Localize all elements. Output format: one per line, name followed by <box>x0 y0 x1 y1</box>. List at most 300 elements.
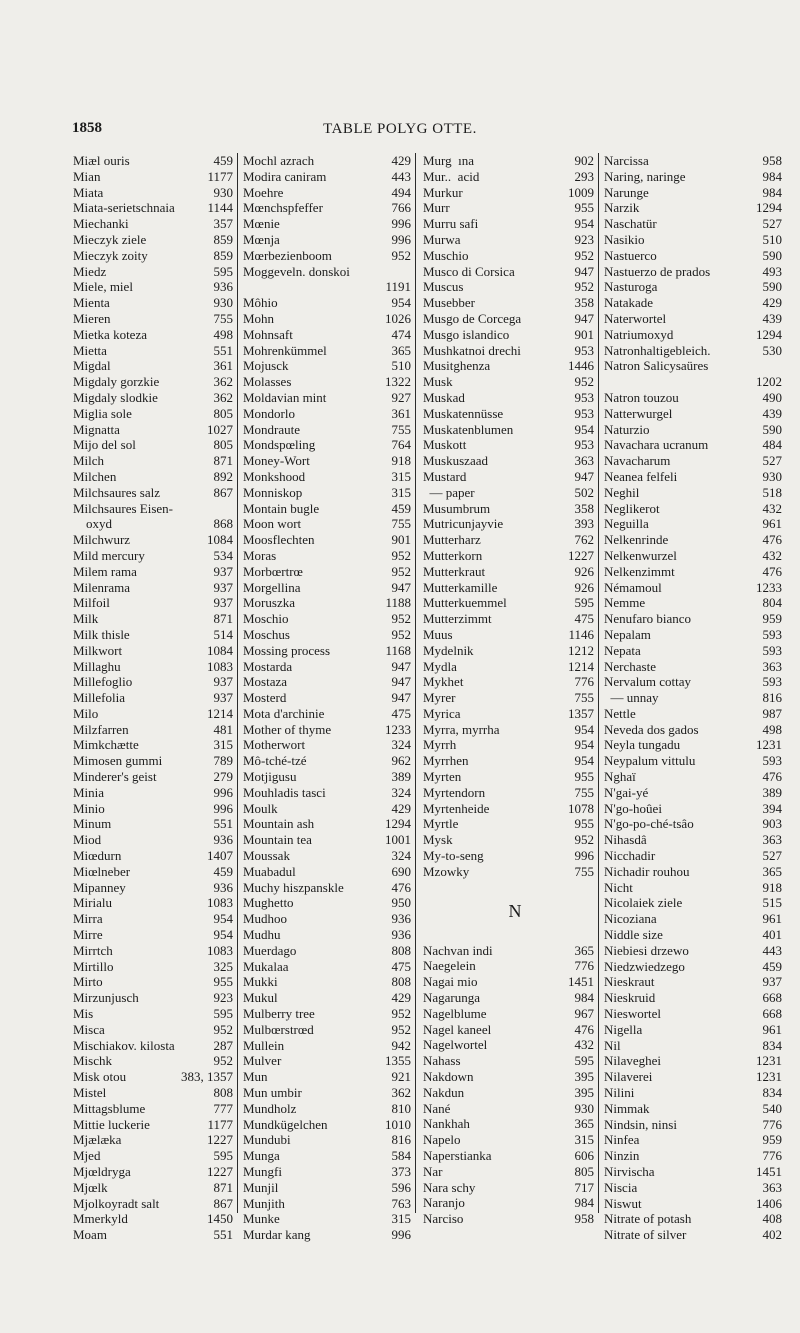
entry-page: 927 <box>391 389 411 405</box>
index-entry <box>420 516 598 532</box>
index-entry <box>601 406 782 422</box>
index-entry <box>240 880 415 896</box>
entry-page: 365 <box>762 863 782 879</box>
entry-page: 498 <box>762 721 782 737</box>
index-entry <box>70 848 237 864</box>
entry-term: Mignatta <box>73 421 120 437</box>
index-entry <box>240 848 415 864</box>
index-entry <box>70 1180 237 1196</box>
index-entry <box>420 1164 598 1180</box>
entry-page: 936 <box>391 927 411 943</box>
index-entry <box>601 816 782 832</box>
index-entry <box>240 169 415 185</box>
entry-term: Mountain tea <box>243 832 312 848</box>
entry-term: Nemme <box>604 595 646 611</box>
entry-page: 1355 <box>385 1053 411 1069</box>
entry-term: Mulbœrstrœd <box>243 1021 314 1037</box>
entry-page: 1227 <box>207 1164 233 1179</box>
index-entry <box>240 453 415 469</box>
index-entry <box>70 1211 237 1227</box>
index-entry <box>240 358 415 374</box>
entry-term: Mun umbir <box>243 1085 302 1101</box>
entry-page: 903 <box>762 816 782 832</box>
entry-term: Milchwurz <box>73 532 131 548</box>
entry-page: 871 <box>213 453 233 469</box>
entry-term: Natron touzou <box>604 389 679 405</box>
entry-term: My-to-seng <box>423 848 484 864</box>
entry-page: 510 <box>391 358 411 374</box>
entry-page: 955 <box>213 974 233 990</box>
entry-page: 776 <box>574 674 594 690</box>
index-entry <box>420 548 598 564</box>
entry-page: 804 <box>762 595 782 611</box>
entry-page: 1231 <box>756 1053 782 1069</box>
index-entry <box>601 880 782 896</box>
entry-page: 996 <box>391 231 411 247</box>
entry-term: Mohrenkümmel <box>243 342 327 358</box>
entry-page: 954 <box>213 911 233 927</box>
entry-term: Muskuszaad <box>423 453 488 469</box>
entry-page: 952 <box>574 247 594 263</box>
entry-page: 324 <box>391 848 411 864</box>
entry-page: 952 <box>391 611 411 627</box>
entry-page: 584 <box>391 1148 411 1164</box>
index-entry <box>601 1022 782 1038</box>
entry-page: 596 <box>391 1179 411 1195</box>
index-entry <box>70 880 237 896</box>
index-entry <box>240 722 415 738</box>
index-entry <box>70 1085 237 1101</box>
index-entry <box>70 1227 237 1243</box>
page-number: 1858 <box>72 120 102 136</box>
entry-term: Milk thisle <box>73 626 130 642</box>
entry-page: 361 <box>391 405 411 421</box>
index-entry <box>420 422 598 438</box>
entry-page: 859 <box>213 231 233 247</box>
index-entry <box>601 737 782 753</box>
entry-term: Moschio <box>243 611 289 627</box>
index-columns <box>70 153 785 1243</box>
entry-term: Ninzin <box>604 1148 640 1164</box>
entry-term: Nelkenrinde <box>604 532 669 548</box>
entry-term: Niddle size <box>604 927 663 943</box>
entry-page: 395 <box>574 1069 594 1085</box>
entry-term: Mun <box>243 1069 268 1085</box>
entry-page: 481 <box>213 721 233 737</box>
entry-page: 1083 <box>207 658 233 674</box>
index-entry <box>420 327 598 343</box>
entry-term: Nicoziana <box>604 911 657 927</box>
entry-page: 1450 <box>207 1211 233 1227</box>
entry-page: 947 <box>391 658 411 674</box>
index-entry <box>240 974 415 990</box>
index-column-1 <box>70 153 238 1243</box>
entry-term: Némamoul <box>604 579 662 595</box>
entry-page: 955 <box>574 769 594 785</box>
index-entry <box>420 706 598 722</box>
index-entry <box>420 753 598 769</box>
entry-page: 1177 <box>207 168 233 184</box>
index-entry <box>70 153 237 169</box>
entry-page: 1227 <box>568 547 594 563</box>
index-entry <box>240 943 415 959</box>
entry-page: 926 <box>574 579 594 595</box>
index-entry <box>601 548 782 564</box>
entry-term: Moulk <box>243 800 278 816</box>
entry-term: Neypalum vittulu <box>604 753 696 769</box>
entry-page: 947 <box>391 579 411 595</box>
entry-term: Napelo <box>423 1132 461 1148</box>
index-entry <box>240 1196 415 1212</box>
entry-term: Milchsaures salz <box>73 484 161 500</box>
entry-page: 755 <box>574 784 594 800</box>
entry-term: Milk <box>73 611 99 627</box>
entry-term: Narcissa <box>604 153 649 168</box>
entry-page: 871 <box>213 1179 233 1195</box>
entry-term: Mondspœling <box>243 437 316 453</box>
index-entry <box>70 422 237 438</box>
entry-page: 1177 <box>207 1116 233 1132</box>
index-entry <box>70 532 237 548</box>
entry-term: Mochl azrach <box>243 153 315 168</box>
entry-page: 1322 <box>385 374 411 390</box>
entry-term: Nigella <box>604 1021 643 1037</box>
entry-page: 755 <box>213 310 233 326</box>
entry-term: Nilaveghei <box>604 1053 662 1069</box>
entry-page: 540 <box>762 1100 782 1116</box>
index-entry <box>240 990 415 1006</box>
entry-term: Myrra, myrrha <box>423 721 500 737</box>
entry-term: Minio <box>73 800 105 816</box>
index-entry <box>601 611 782 627</box>
entry-page: 530 <box>762 342 782 358</box>
entry-page: 958 <box>762 153 782 168</box>
entry-term: Milfoil <box>73 595 110 611</box>
entry-term: Nagai mio <box>423 974 478 990</box>
entry-page: 527 <box>762 216 782 232</box>
entry-page: 498 <box>213 326 233 342</box>
entry-page: 937 <box>762 974 782 990</box>
entry-term: Nepata <box>604 642 641 658</box>
entry-page: 476 <box>574 1021 594 1037</box>
entry-term: N'go-po-ché-tsâo <box>604 816 694 832</box>
index-entry <box>420 690 598 706</box>
index-entry <box>70 611 237 627</box>
index-entry <box>601 485 782 501</box>
index-entry <box>420 611 598 627</box>
entry-page: 1446 <box>568 358 594 374</box>
index-entry <box>70 437 237 453</box>
entry-term: Myrtendorn <box>423 784 486 800</box>
entry-term: Muskott <box>423 437 467 453</box>
index-entry <box>420 295 598 311</box>
entry-term: Milo <box>73 705 99 721</box>
entry-term: Mullein <box>243 1037 285 1053</box>
entry-term: Mittie luckerie <box>73 1116 150 1132</box>
index-entry <box>420 501 598 517</box>
entry-term: Nané <box>423 1100 451 1116</box>
entry-page: 764 <box>391 437 411 453</box>
index-entry <box>240 1227 415 1243</box>
entry-term: Nankhah <box>423 1116 470 1132</box>
entry-page: 551 <box>213 342 233 358</box>
entry-page: 816 <box>762 690 782 706</box>
entry-page: 690 <box>391 863 411 879</box>
entry-term: Mjolkoyradt salt <box>73 1195 160 1211</box>
index-entry <box>420 358 598 374</box>
entry-page: 958 <box>574 1211 594 1227</box>
entry-term: Narciso <box>423 1211 464 1227</box>
entry-page: 950 <box>391 895 411 911</box>
entry-term: Natronhaltigebleich. <box>604 342 711 358</box>
entry-page: 315 <box>213 737 233 753</box>
index-entry <box>240 1053 415 1069</box>
index-entry <box>240 248 415 264</box>
entry-term: Nilini <box>604 1085 635 1101</box>
entry-term: Nagelwortel <box>423 1037 488 1053</box>
index-entry <box>420 390 598 406</box>
entry-page: 527 <box>762 453 782 469</box>
entry-term: Naperstianka <box>423 1148 492 1164</box>
entry-page: 834 <box>762 1085 782 1101</box>
index-entry <box>420 1037 598 1053</box>
index-entry <box>420 185 598 201</box>
entry-term: Minia <box>73 784 105 800</box>
entry-term: Nieskruid <box>604 990 656 1006</box>
entry-page: 930 <box>574 1100 594 1116</box>
index-entry <box>70 627 237 643</box>
index-entry <box>70 1022 237 1038</box>
entry-term: Moosflechten <box>243 532 315 548</box>
entry-page: 955 <box>574 200 594 216</box>
index-entry <box>601 722 782 738</box>
entry-term: Nasikio <box>604 231 645 247</box>
entry-term: Nelkenwurzel <box>604 547 677 563</box>
index-entry <box>420 232 598 248</box>
index-entry <box>70 516 237 532</box>
entry-page: 593 <box>762 674 782 690</box>
entry-page: 279 <box>213 769 233 785</box>
index-entry <box>240 374 415 390</box>
entry-page: 810 <box>391 1100 411 1116</box>
index-entry <box>601 895 782 911</box>
entry-page: 952 <box>213 1053 233 1069</box>
index-entry <box>70 690 237 706</box>
index-entry <box>601 1211 782 1227</box>
index-column-2 <box>240 153 416 1243</box>
entry-term: Naegelein <box>423 958 476 974</box>
entry-term: Miæl ouris <box>73 153 130 168</box>
entry-page: 955 <box>574 816 594 832</box>
entry-term: Musgo de Corcega <box>423 310 522 326</box>
entry-page: 954 <box>574 216 594 232</box>
entry-term: Nara schy <box>423 1179 476 1195</box>
entry-page: 762 <box>574 532 594 548</box>
index-entry <box>240 1117 415 1133</box>
entry-page: 474 <box>391 326 411 342</box>
entry-page: 987 <box>762 705 782 721</box>
entry-term: Millefoglio <box>73 674 133 690</box>
entry-term: Myrer <box>423 690 456 706</box>
index-entry <box>70 406 237 422</box>
entry-page: 1231 <box>756 1069 782 1085</box>
entry-term: Mjœlk <box>73 1179 108 1195</box>
entry-term: Mirre <box>73 927 103 943</box>
index-entry <box>70 659 237 675</box>
index-entry <box>601 153 782 169</box>
index-entry <box>601 1053 782 1069</box>
index-entry <box>601 690 782 706</box>
index-entry <box>601 674 782 690</box>
index-entry <box>420 153 598 169</box>
index-entry <box>601 1006 782 1022</box>
entry-term: Mis <box>73 1006 94 1022</box>
entry-page: 816 <box>391 1132 411 1148</box>
entry-term: Mykhet <box>423 674 464 690</box>
index-entry <box>420 264 598 280</box>
index-entry <box>601 864 782 880</box>
entry-page: 490 <box>762 389 782 405</box>
entry-page: 952 <box>391 547 411 563</box>
entry-page: 805 <box>213 437 233 453</box>
entry-term: Mutterharz <box>423 532 481 548</box>
index-entry <box>601 911 782 927</box>
index-entry <box>240 1132 415 1148</box>
index-entry <box>420 343 598 359</box>
index-entry <box>240 801 415 817</box>
entry-page: 358 <box>574 295 594 311</box>
entry-page: 755 <box>574 690 594 706</box>
entry-term: Mmerkyld <box>73 1211 128 1227</box>
entry-term: Minum <box>73 816 112 832</box>
entry-page: 996 <box>213 784 233 800</box>
entry-term: Nagarunga <box>423 990 481 1006</box>
index-entry <box>240 832 415 848</box>
entry-term: Milkwort <box>73 642 123 658</box>
entry-term: Moam <box>73 1227 107 1243</box>
entry-page: 923 <box>213 990 233 1006</box>
index-entry <box>70 295 237 311</box>
entry-page: 595 <box>213 1148 233 1164</box>
index-entry <box>240 659 415 675</box>
index-entry <box>70 990 237 1006</box>
entry-term: Muskatenblumen <box>423 421 514 437</box>
section-letter: N <box>508 900 522 921</box>
entry-term: Mudhu <box>243 927 281 943</box>
index-entry <box>420 216 598 232</box>
entry-page: 595 <box>574 1053 594 1069</box>
entry-page: 996 <box>391 216 411 232</box>
index-entry <box>420 532 598 548</box>
entry-page: 954 <box>574 737 594 753</box>
entry-term: Mutterkraut <box>423 563 486 579</box>
index-entry <box>601 311 782 327</box>
entry-term: Mosterd <box>243 690 287 706</box>
index-column-4 <box>601 153 782 1243</box>
entry-page: 459 <box>213 153 233 168</box>
entry-page: 996 <box>574 848 594 864</box>
index-column-3 <box>420 153 599 1227</box>
entry-term: Mojusck <box>243 358 289 374</box>
entry-page: 527 <box>762 848 782 864</box>
index-entry <box>240 737 415 753</box>
entry-term: N'go-hoûei <box>604 800 662 816</box>
entry-term: Mydelnik <box>423 642 474 658</box>
index-entry <box>240 390 415 406</box>
entry-page: 959 <box>762 1132 782 1148</box>
entry-term: Morbœrtrœ <box>243 563 303 579</box>
index-entry <box>240 153 415 169</box>
entry-page: 475 <box>391 958 411 974</box>
entry-page: 776 <box>762 1148 782 1164</box>
entry-page: 952 <box>391 563 411 579</box>
entry-term: Mur.. acid <box>423 168 480 184</box>
index-entry <box>70 769 237 785</box>
entry-page: 961 <box>762 911 782 927</box>
index-entry <box>70 801 237 817</box>
index-entry <box>70 753 237 769</box>
entry-term: Miglia sole <box>73 405 132 421</box>
index-entry <box>601 595 782 611</box>
entry-page: 1214 <box>207 705 233 721</box>
index-entry <box>240 1211 415 1227</box>
index-entry <box>420 958 598 974</box>
entry-term: Miata <box>73 184 104 200</box>
entry-term: Musgo islandico <box>423 326 510 342</box>
index-entry <box>70 674 237 690</box>
index-entry <box>70 959 237 975</box>
entry-term: Niswut <box>604 1195 642 1211</box>
entry-term: Navachara ucranum <box>604 437 709 453</box>
entry-page: 1212 <box>568 642 594 658</box>
index-entry <box>420 1211 598 1227</box>
index-entry <box>70 185 237 201</box>
entry-page: 668 <box>762 990 782 1006</box>
index-entry <box>70 1196 237 1212</box>
entry-term: Mother of thyme <box>243 721 332 737</box>
index-entry <box>420 990 598 1006</box>
entry-term: Mondraute <box>243 421 301 437</box>
entry-term: Milchsaures Eisen- <box>73 500 174 516</box>
entry-page: 287 <box>213 1037 233 1053</box>
entry-term: Mimosen gummi <box>73 753 163 769</box>
entry-page: 936 <box>213 832 233 848</box>
index-entry <box>70 1006 237 1022</box>
entry-page: 595 <box>574 595 594 611</box>
entry-page: 805 <box>574 1163 594 1179</box>
index-entry <box>70 374 237 390</box>
entry-page: 493 <box>762 263 782 279</box>
entry-term: Nichadir rouhou <box>604 863 690 879</box>
entry-page: 952 <box>391 247 411 263</box>
entry-term: Monkshood <box>243 468 306 484</box>
index-entry <box>601 564 782 580</box>
entry-term: Nicchadir <box>604 848 656 864</box>
index-entry <box>70 1053 237 1069</box>
entry-term: Nervalum cottay <box>604 674 691 690</box>
entry-term: Mutterkuemmel <box>423 595 507 611</box>
index-entry <box>240 864 415 880</box>
entry-term: Morgellina <box>243 579 301 595</box>
entry-page: 947 <box>574 263 594 279</box>
index-entry <box>420 974 598 990</box>
index-entry <box>601 469 782 485</box>
entry-page: 324 <box>391 737 411 753</box>
entry-page: 357 <box>213 216 233 232</box>
entry-page: 808 <box>213 1085 233 1101</box>
entry-page: 755 <box>391 421 411 437</box>
entry-term: Migdal <box>73 358 111 374</box>
